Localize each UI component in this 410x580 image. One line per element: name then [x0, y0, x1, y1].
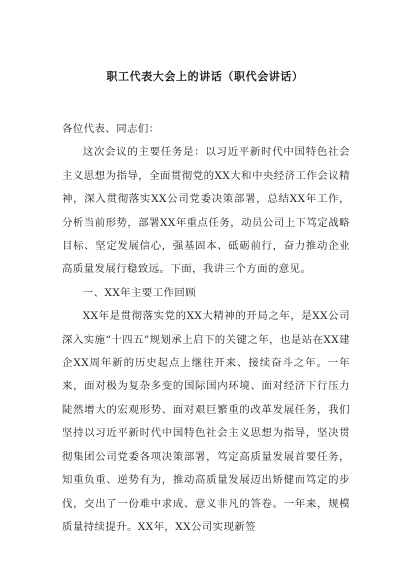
document-body	[62, 118, 350, 539]
section-heading: 一、XX年主要工作回顾	[82, 286, 197, 299]
paragraph-review: XX年是贯彻落实党的XX大精神的开局之年，是XX公司深入实施“十四五”规划承上启下的关键之年，也是站在XX建企XX周年新的历史起点上继往开来、接续奋斗之年。一年来，面对极为复杂多变的国际国内环境、面对经济下行压力陡然增大的宏观形势、面对艰巨繁重的改革发展任务，我们坚持以习近平新时代中国特色社会主义思想为指导，坚决贯彻集团公司党委各项决策部署，笃定高质量发展首要任务，知重负重、逆势有为，推动高质量发展迈出矫健而笃定的步伐，交出了一份难中求成、意义非凡的答卷。一年来，规模质量持续提升。XX年，XX公司实现新签	[62, 310, 350, 533]
document-title: 职工代表大会上的讲话（职代会讲话）	[106, 70, 304, 83]
salutation: 各位代表、同志们：	[62, 123, 160, 135]
paragraph-intro: 这次会议的主要任务是：以习近平新时代中国特色社会主义思想为指导，全面贯彻党的XX大和中央经济工作会议精神，深入贯彻落实XX公司党委决策部署，总结XX年工作，分析当前形势，部署XX年重点任务，动员公司上下笃定战略目标、坚定发展信心，强基固本、砥砺前行，奋力推动企业高质量发展行稳致远。下面，我讲三个方面的意见。	[62, 146, 350, 276]
